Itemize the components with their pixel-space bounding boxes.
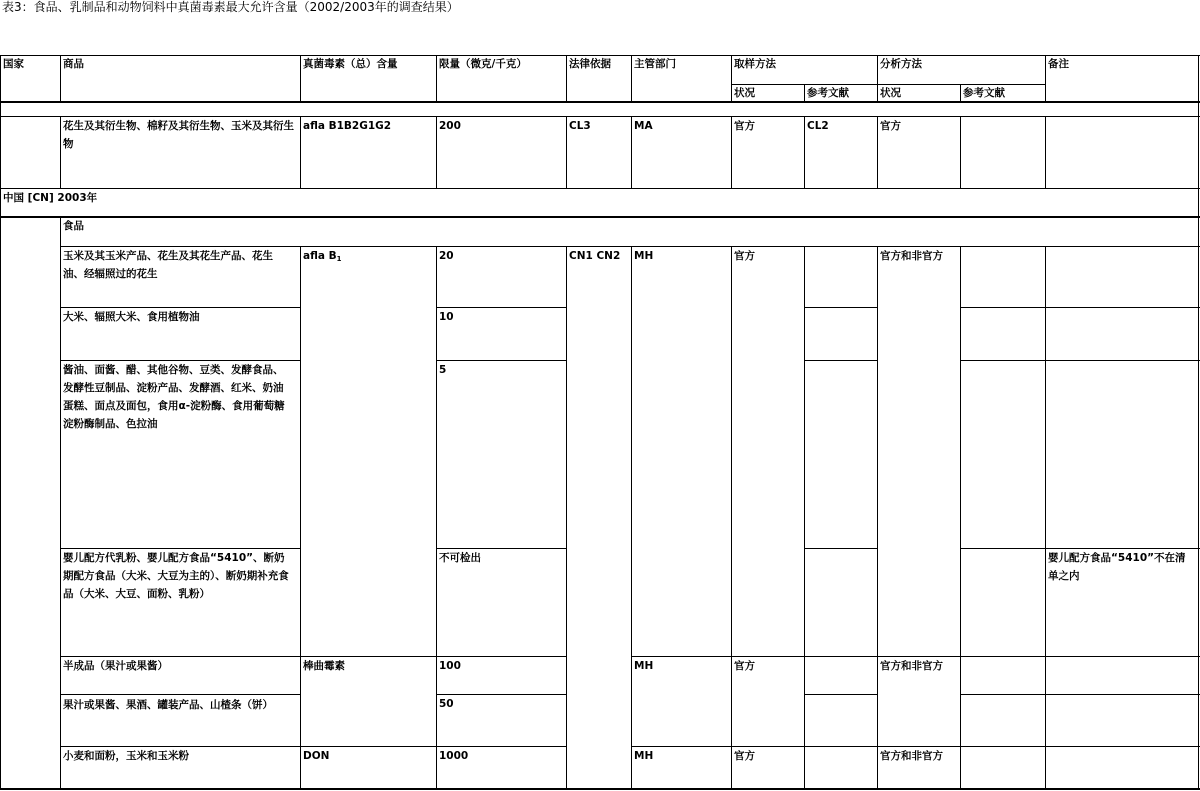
row1-sampling-ref: CL2 bbox=[807, 120, 829, 132]
china-r3-commodity: 酱油、面酱、醋、其他谷物、豆类、发酵食品、发酵性豆制品、淀粉产品、发酵酒、红米、奶油蛋糕、面点及面包，食用α-淀粉酶、食用葡萄糖淀粉酶制品、色拉油 bbox=[63, 364, 285, 430]
china-r5-limit: 100 bbox=[439, 660, 461, 672]
header-analysis-status: 状况 bbox=[880, 87, 901, 99]
china-r5-authority: MH bbox=[634, 660, 654, 672]
row1-analysis-status: 官方 bbox=[880, 120, 901, 132]
header-mycotoxin: 真菌毒素（总）含量 bbox=[303, 58, 398, 70]
china-r1-commodity: 玉米及其玉米产品、花生及其花生产品、花生油、经辐照过的花生 bbox=[63, 250, 273, 280]
china-r2-commodity: 大米、辐照大米、食用植物油 bbox=[63, 311, 200, 323]
china-r7-authority: MH bbox=[634, 750, 654, 762]
china-r4-note: 婴儿配方食品“5410”不在清单之内 bbox=[1048, 552, 1186, 582]
row1-mycotoxin: afla B1B2G1G2 bbox=[303, 120, 392, 132]
header-notes: 备注 bbox=[1048, 58, 1069, 70]
section-china: 中国 [CN] 2003年 bbox=[3, 192, 98, 204]
china-r1-sampling: 官方 bbox=[734, 250, 755, 262]
table-caption: 表3：食品、乳制品和动物饲料中真菌毒素最大允许含量（2002/2003年的调查结果） bbox=[2, 0, 459, 14]
china-r5-commodity: 半成品（果汁或果酱） bbox=[63, 660, 168, 672]
china-r7-sampling: 官方 bbox=[734, 750, 755, 762]
row1-authority: MA bbox=[634, 120, 653, 132]
header-country: 国家 bbox=[3, 58, 24, 70]
header-analysis: 分析方法 bbox=[880, 58, 922, 70]
china-r3-limit: 5 bbox=[439, 364, 447, 376]
china-r2-limit: 10 bbox=[439, 311, 454, 323]
china-r7-commodity: 小麦和面粉，玉米和玉米粉 bbox=[63, 750, 189, 762]
china-r5-sampling: 官方 bbox=[734, 660, 755, 672]
row1-commodity: 花生及其衍生物、棉籽及其衍生物、玉米及其衍生物 bbox=[63, 120, 294, 150]
china-r4-limit: 不可检出 bbox=[439, 552, 481, 564]
china-r5-analysis: 官方和非官方 bbox=[880, 660, 943, 672]
row1-limit: 200 bbox=[439, 120, 461, 132]
china-legal: CN1 CN2 bbox=[569, 250, 621, 262]
china-afla-b1: afla $B_1$ bbox=[303, 250, 342, 263]
china-r6-limit: 50 bbox=[439, 698, 454, 710]
china-r1-authority: MH bbox=[634, 250, 654, 262]
china-r1-limit: 20 bbox=[439, 250, 454, 262]
header-sampling-reference: 参考文献 bbox=[807, 87, 849, 99]
header-sampling: 取样方法 bbox=[734, 58, 776, 70]
china-r7-limit: 1000 bbox=[439, 750, 469, 762]
china-r7-mycotoxin: DON bbox=[303, 750, 330, 762]
subsection-food: 食品 bbox=[63, 220, 84, 232]
header-limit: 限量（微克/千克） bbox=[439, 58, 527, 70]
china-r6-commodity: 果汁或果酱、果酒、罐装产品、山楂条（饼） bbox=[63, 699, 273, 711]
china-r1-analysis: 官方和非官方 bbox=[880, 250, 943, 262]
header-sampling-status: 状况 bbox=[734, 87, 755, 99]
china-r4-commodity: 婴儿配方代乳粉、婴儿配方食品“5410”、断奶期配方食品（大米、大豆为主的）、断奶期补充食品（大米、大豆、面粉、乳粉） bbox=[63, 552, 289, 600]
china-r7-analysis: 官方和非官方 bbox=[880, 750, 943, 762]
header-legal-basis: 法律依据 bbox=[569, 58, 611, 70]
row1-sampling-status: 官方 bbox=[734, 120, 755, 132]
header-authority: 主管部门 bbox=[634, 58, 676, 70]
header-commodity: 商品 bbox=[63, 58, 84, 70]
header-analysis-reference: 参考文献 bbox=[963, 87, 1005, 99]
row1-legal: CL3 bbox=[569, 120, 591, 132]
china-r5-mycotoxin: 棒曲霉素 bbox=[303, 660, 345, 672]
